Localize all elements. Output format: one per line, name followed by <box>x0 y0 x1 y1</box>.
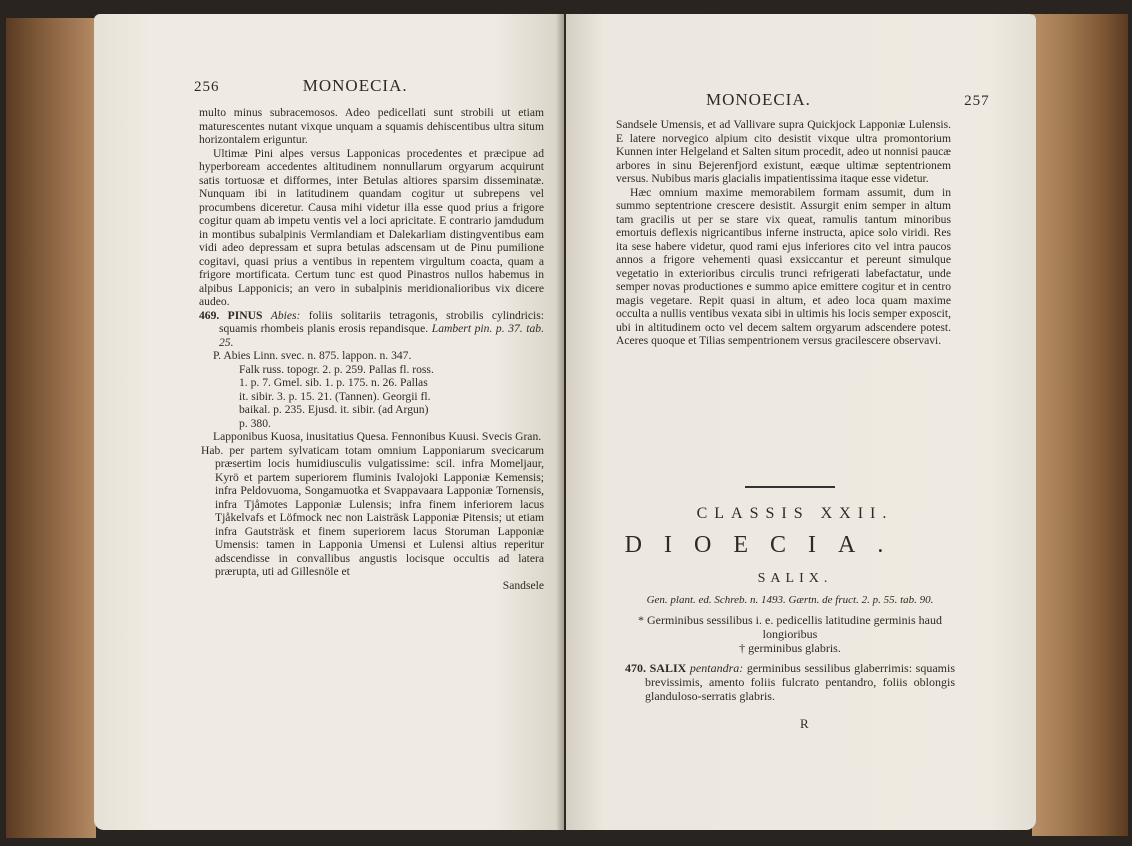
synonymy-line: p. 380. <box>239 416 271 430</box>
left-cover-edge <box>6 18 96 838</box>
dioecia-heading: DIOECIA. <box>624 532 906 558</box>
genus-heading: SALIX. <box>757 571 833 586</box>
division-star: * Germinibus sessilibus i. e. pedicellis latitudine germinis haud longioribus <box>638 612 942 641</box>
entry-number: 469. <box>199 308 220 322</box>
entry-species: Abies: <box>270 308 301 322</box>
right-page-number: 257 <box>964 93 990 109</box>
entry-citation: Lambert pin. p. 37. tab. 25. <box>219 322 544 349</box>
class-heading: CLASSIS XXII. <box>696 505 894 522</box>
synonymy-line: P. Abies Linn. svec. n. 875. lappon. n. 347. <box>213 349 412 362</box>
entry-species: pentandra: <box>689 660 744 675</box>
salix-entry <box>625 661 955 703</box>
genus-reference: Gen. plant. ed. Schreb. n. 1493. Gærtn. de fruct. 2. p. 55. tab. 90. <box>646 594 934 606</box>
pini-paragraph: Ultimæ Pini alpes versus Lapponicas procedentes et præcipue ad hyperboream accedentes altitudinem nonnullarum orgyarum acquirunt satis tortuosæ et difformes, inter Betulas altiores sparsim disseminatæ. Nunquam ibi in latitudinem quandam cogitur ut subrepens vel procumbens diceretur. Causa mihi videtur illa esse quod prius a frigore cogitur quam ab impetu ventis vel a loci apricitate. E contrario jamdudum in montibus subalpinis Vermlandiam et Dalekarliam distingventibus eam vidi adeo depressam et supra betulas adscensam ut de Pinu pumilione cogitavi, quasi prius a ventibus in repentem virgultum coacta, quam a frigore mortificata. Certum tunc est quod Pinastros nullos habemus in alpibus Lapponicis; an vero in subalpinis meridionalioribus vix dicere audeo. <box>199 146 544 308</box>
synonymy-line: baikal. p. 235. Ejusd. it. sibir. (ad Argun) <box>239 403 429 416</box>
section-rule <box>745 486 835 488</box>
sandsele-paragraph: Sandsele Umensis, et ad Vallivare supra Quickjock Lapponiæ Lulensis. E latere norvegico alpium cito desistit vixque ultra promontorium Kunnen inter Helgeland et Salten situm procedit, adeo ut nonnisi paucæ arbores in sinu Bejerenfjord existunt, eæque ultimæ septentrionem versus. Nubibus maris glacialis impatientissima itaque esse videtur. <box>616 118 951 185</box>
left-text-block <box>199 106 544 592</box>
left-header <box>194 76 408 96</box>
intro-paragraph: multo minus subracemosos. Adeo pedicellati sunt strobili ut etiam maturescentes nutant vixque unquam a squamis dehiscentibus ultra situm horizontalem eriguntur. <box>199 106 544 146</box>
synonymy-line: it. sibir. 3. p. 15. 21. (Tannen). Georgii fl. <box>239 389 431 403</box>
entry-genus: SALIX <box>649 660 687 675</box>
right-running-title: MONOECIA. <box>706 90 811 109</box>
left-page-number: 256 <box>194 79 220 95</box>
salix-block <box>625 594 955 703</box>
right-header <box>706 90 990 110</box>
entry-number: 470. <box>625 660 646 675</box>
vernacular-names: Lapponibus Kuosa, inusitatius Quesa. Fennonibus Kuusi. Svecis Gran. <box>213 430 542 443</box>
pinus-entry <box>199 309 544 350</box>
right-cover-edge <box>1032 14 1128 836</box>
synonymy-line: Falk russ. topogr. 2. p. 259. Pallas fl. ross. <box>239 362 434 376</box>
division-dagger: † germinibus glabris. <box>739 640 841 655</box>
right-text-block <box>616 118 951 348</box>
entry-diagnosis: foliis solitariis tetragonis, strobilis cylindricis: squamis rhombeis planis erosis repandisque. <box>219 308 544 335</box>
entry-diagnosis: germinibus sessilibus glaberrimis: squamis brevissimis, amento foliis fulcrato pentandro, foliis oblongis glanduloso-serratis glabris. <box>645 660 955 703</box>
catchword: Sandsele <box>502 578 544 592</box>
signature-mark: R <box>800 716 809 731</box>
memorabilem-paragraph: Hæc omnium maxime memorabilem formam assumit, dum in summo septentrione crescere desistit. Assurgit enim semper in altum tam gracilis ut per se stare vix queat, ramulis tantum minoribus emortuis deflexis nigricantibus inferne instructa, apice solo viridi. Res ita sese habere videtur, quod rami ejus inferiores cito vel intra paucos annos a frigore vehementi quasi exsiccantur et pereunt simulque vegetatio in exterioribus circulis trunci refrigerati labefactatur, unde semper novas productiones e summo apice emittere cogitur et in centro magis vegetare. Repit quasi in altum, et adeo loca quam maxime occulta a nullis ventibus vexata sibi in ultimis his locis semper exposcit, ubi in altitudinem octo vel decem saltem orgyarum adscendere potest. Aceres quoque et Tilias sempentrionem versus gracilescere observavi. <box>616 185 951 347</box>
left-page <box>94 14 564 830</box>
right-page <box>566 14 1036 830</box>
entry-genus: PINUS <box>227 308 263 322</box>
left-running-title: MONOECIA. <box>302 76 408 95</box>
habitat-paragraph: Hab. per partem sylvaticam totam omnium Lapponiarum svecicarum præsertim locis humidiusculis vulgatissime: scil. infra Momeljaur, Kyrö et partem superiorem fluminis Ivalojoki Lapponiæ Kemensis; infra Peldovuoma, Songamuotka et Svappavaara Lapponiæ Tornensis, infra Tjåmotes Lapponiæ Lulensis; infra finem inferiorem lacus Tjåkelvafs et Löfmock nec non Laisträsk Lapponiæ Pitensis; ut etiam infra Gautsträsk et finem superiorem lacus Storuman Lapponiæ Umensis: tamen in Lapponia Umensi et Lulensi altius reperitur adscendisse in convallibus angustis locisque occultis ad latera prærupta, uti ad Gillesnöle et <box>201 443 544 578</box>
synonymy-line: 1. p. 7. Gmel. sib. 1. p. 175. n. 26. Pallas <box>239 376 428 389</box>
